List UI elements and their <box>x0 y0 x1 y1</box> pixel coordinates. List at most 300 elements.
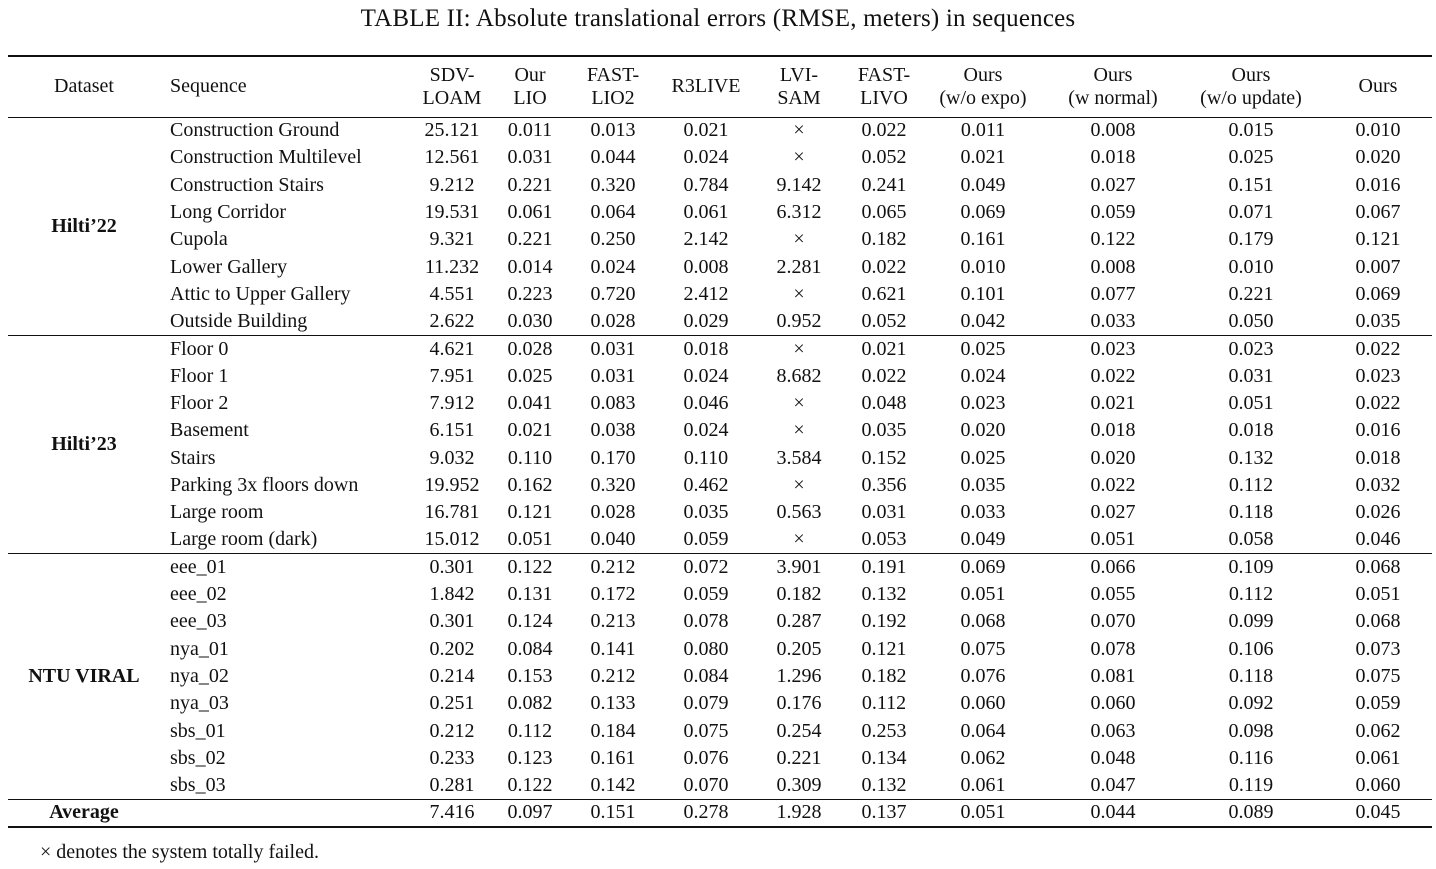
value-cell: 0.033 <box>1090 309 1136 332</box>
table-row <box>8 172 1432 199</box>
value-cell: 0.069 <box>1355 282 1401 305</box>
value-cell: 0.020 <box>1090 446 1136 469</box>
value-cell: 0.045 <box>1324 799 1432 826</box>
value-cell: 0.213 <box>590 610 636 633</box>
value-cell: 0.024 <box>683 146 729 169</box>
value-cell: 0.027 <box>1090 501 1136 524</box>
value-cell: 0.075 <box>1355 665 1401 688</box>
value-cell: 0.033 <box>960 501 1006 524</box>
value-cell: 0.182 <box>861 665 907 688</box>
value-cell: 0.008 <box>683 255 729 278</box>
value-cell: 0.027 <box>1090 173 1136 196</box>
value-cell: 0.251 <box>429 692 475 715</box>
value-cell: 2.412 <box>683 282 729 305</box>
table-row <box>8 772 1432 799</box>
value-cell: 0.214 <box>429 665 475 688</box>
value-cell: 0.097 <box>498 799 562 826</box>
value-cell: 0.133 <box>590 692 636 715</box>
column-header-text: FAST- <box>586 63 640 86</box>
dataset-cell: NTU VIRAL <box>8 554 160 800</box>
value-cell: 0.031 <box>861 501 907 524</box>
value-cell: 0.112 <box>861 692 907 715</box>
column-header-text: Sequence <box>170 75 247 98</box>
value-cell: 0.008 <box>1090 255 1136 278</box>
value-cell: 0.025 <box>507 364 553 387</box>
value-cell: 19.952 <box>424 474 480 496</box>
value-cell: 0.042 <box>960 309 1006 332</box>
value-cell: 2.142 <box>683 228 729 251</box>
value-cell: 0.320 <box>590 173 636 196</box>
sequence-cell: Construction Stairs <box>170 173 324 196</box>
column-header-text: (w/o update) <box>1200 86 1302 109</box>
value-cell: 0.075 <box>960 637 1006 660</box>
value-cell: 0.223 <box>507 282 553 305</box>
value-cell: 0.067 <box>1355 201 1401 224</box>
value-cell: 0.070 <box>1090 610 1136 633</box>
value-cell: 0.063 <box>1090 719 1136 742</box>
value-cell: 0.059 <box>683 528 729 551</box>
value-cell: 0.031 <box>590 364 636 387</box>
sequence-cell: nya_03 <box>170 692 229 715</box>
value-cell: 12.561 <box>424 146 480 169</box>
value-cell: 0.035 <box>960 474 1006 496</box>
table-row <box>8 718 1432 745</box>
value-cell: 0.022 <box>1090 364 1136 387</box>
value-cell: 0.221 <box>507 173 553 196</box>
value-cell: 0.048 <box>1090 746 1136 769</box>
value-cell: 19.531 <box>424 201 480 224</box>
value-cell: 9.032 <box>429 446 475 469</box>
value-cell: 0.212 <box>590 665 636 688</box>
value-cell: 0.060 <box>1090 692 1136 715</box>
table-row <box>8 199 1432 226</box>
value-cell: 0.021 <box>850 335 918 362</box>
sequence-cell: Long Corridor <box>170 201 287 224</box>
column-header-text: Our <box>514 63 546 86</box>
value-cell: 0.060 <box>960 692 1006 715</box>
value-cell: 7.416 <box>406 799 498 826</box>
table-row <box>8 390 1432 417</box>
column-header-text: LIO <box>513 86 547 109</box>
table-row <box>8 581 1432 608</box>
value-cell: 0.051 <box>918 799 1048 826</box>
average-row <box>8 799 1432 826</box>
value-cell: 1.928 <box>748 799 850 826</box>
table-row <box>8 663 1432 690</box>
value-cell: 0.563 <box>776 501 822 524</box>
value-cell: 0.170 <box>590 446 636 469</box>
value-cell: 0.952 <box>776 309 822 332</box>
value-cell: 0.068 <box>1324 554 1432 581</box>
value-cell: 0.121 <box>1355 228 1401 251</box>
value-cell: 0.007 <box>1355 255 1401 278</box>
table-row <box>8 745 1432 772</box>
value-cell: 0.025 <box>918 335 1048 362</box>
value-cell: 0.253 <box>861 719 907 742</box>
value-cell: 0.041 <box>507 392 553 415</box>
table-row <box>8 499 1432 526</box>
value-cell: 0.221 <box>507 228 553 251</box>
sequence-cell: sbs_01 <box>170 719 226 742</box>
value-cell: 0.077 <box>1090 282 1136 305</box>
value-cell: 0.023 <box>1178 335 1324 362</box>
value-cell: 0.281 <box>429 774 475 797</box>
value-cell: 0.072 <box>664 554 748 581</box>
value-cell: 9.212 <box>429 173 475 196</box>
value-cell: 0.132 <box>861 583 907 606</box>
value-cell: 0.179 <box>1228 228 1274 251</box>
value-cell: 0.082 <box>507 692 553 715</box>
sequence-cell: nya_01 <box>170 637 229 660</box>
value-cell: 0.152 <box>861 446 907 469</box>
column-header <box>562 56 664 117</box>
value-cell: 0.066 <box>1048 554 1178 581</box>
value-cell: 0.022 <box>1090 474 1136 496</box>
value-cell: 11.232 <box>424 255 480 278</box>
value-cell: 0.069 <box>918 554 1048 581</box>
value-cell: 3.584 <box>776 446 822 469</box>
value-cell: 0.112 <box>1228 583 1274 606</box>
value-cell: × <box>793 419 805 442</box>
column-header-text: SAM <box>777 86 821 109</box>
value-cell: 0.118 <box>1228 501 1274 524</box>
value-cell: 3.901 <box>748 554 850 581</box>
value-cell: 0.058 <box>1228 528 1274 551</box>
value-cell: 0.079 <box>683 692 729 715</box>
value-cell: 16.781 <box>424 501 480 524</box>
value-cell: 0.029 <box>683 309 729 332</box>
value-cell: 0.202 <box>429 637 475 660</box>
value-cell: 0.301 <box>406 554 498 581</box>
value-cell: 0.059 <box>683 583 729 606</box>
value-cell: × <box>748 335 850 362</box>
table-row <box>8 636 1432 663</box>
value-cell: 0.182 <box>776 583 822 606</box>
table-caption: TABLE II: Absolute translational errors (RMSE, meters) in sequences <box>360 5 1076 32</box>
sequence-cell: eee_01 <box>160 554 406 581</box>
column-header <box>664 56 748 117</box>
value-cell: 0.052 <box>861 309 907 332</box>
value-cell: 0.153 <box>507 665 553 688</box>
value-cell: 2.622 <box>429 309 475 332</box>
value-cell: 0.137 <box>850 799 918 826</box>
value-cell: 0.015 <box>1178 117 1324 144</box>
value-cell: 0.123 <box>507 746 553 769</box>
value-cell: 0.161 <box>590 746 636 769</box>
average-label: Average <box>8 799 160 826</box>
column-header-text: SDV- <box>429 63 475 86</box>
column-header-text: LIO2 <box>591 86 635 109</box>
value-cell: 0.356 <box>861 474 907 496</box>
value-cell: 0.191 <box>850 554 918 581</box>
value-cell: 0.184 <box>590 719 636 742</box>
value-cell: 0.021 <box>507 419 553 442</box>
value-cell: 0.024 <box>683 419 729 442</box>
value-cell: × <box>748 117 850 144</box>
sequence-cell: sbs_03 <box>170 774 226 797</box>
value-cell: 0.106 <box>1228 637 1274 660</box>
sequence-cell: Construction Multilevel <box>170 146 362 169</box>
value-cell: 0.089 <box>1178 799 1324 826</box>
value-cell: 9.321 <box>429 228 475 251</box>
table-row <box>8 690 1432 717</box>
sequence-cell: Lower Gallery <box>170 255 288 278</box>
value-cell: 0.022 <box>1355 392 1401 415</box>
value-cell: 0.078 <box>1090 637 1136 660</box>
table-row <box>8 308 1432 335</box>
value-cell: 0.112 <box>507 719 553 742</box>
value-cell: 0.059 <box>1355 692 1401 715</box>
value-cell: 0.062 <box>960 746 1006 769</box>
value-cell: 0.162 <box>507 474 553 496</box>
value-cell: 0.026 <box>1355 501 1401 524</box>
sequence-cell: Parking 3x floors down <box>170 474 359 496</box>
value-cell: 0.122 <box>498 554 562 581</box>
dataset-cell: Hilti’23 <box>8 335 160 553</box>
value-cell: 0.065 <box>861 201 907 224</box>
value-cell: 0.028 <box>590 309 636 332</box>
value-cell: 0.013 <box>562 117 664 144</box>
value-cell: 0.030 <box>507 309 553 332</box>
value-cell: 0.044 <box>590 146 636 169</box>
sequence-cell: Floor 1 <box>170 364 229 387</box>
value-cell: 0.010 <box>1228 255 1274 278</box>
value-cell: 0.221 <box>776 746 822 769</box>
value-cell: 0.064 <box>960 719 1006 742</box>
sequence-cell: Large room <box>170 501 264 524</box>
value-cell: 0.078 <box>683 610 729 633</box>
value-cell: 0.070 <box>683 774 729 797</box>
value-cell: 0.061 <box>507 201 553 224</box>
value-cell: × <box>793 282 805 305</box>
value-cell: 0.287 <box>776 610 822 633</box>
value-cell: 0.024 <box>683 364 729 387</box>
column-header-text: (w normal) <box>1068 86 1158 109</box>
value-cell: 0.073 <box>1355 637 1401 660</box>
value-cell: 0.172 <box>590 583 636 606</box>
value-cell: 0.021 <box>1090 392 1136 415</box>
value-cell: 0.122 <box>507 774 553 797</box>
value-cell: 0.020 <box>960 419 1006 442</box>
value-cell: 0.035 <box>861 419 907 442</box>
value-cell: 6.312 <box>776 201 822 224</box>
sequence-cell: Large room (dark) <box>170 528 318 551</box>
value-cell: 0.016 <box>1355 419 1401 442</box>
value-cell: 0.212 <box>429 719 475 742</box>
value-cell: 0.076 <box>960 665 1006 688</box>
value-cell: 0.121 <box>507 501 553 524</box>
value-cell: 0.046 <box>683 392 729 415</box>
value-cell: 0.116 <box>1228 746 1274 769</box>
value-cell: 0.076 <box>683 746 729 769</box>
value-cell: 0.018 <box>1228 419 1274 442</box>
value-cell: 0.071 <box>1228 201 1274 224</box>
value-cell: 0.068 <box>1355 610 1401 633</box>
value-cell: 0.320 <box>590 474 636 496</box>
value-cell: 0.038 <box>590 419 636 442</box>
value-cell: 0.068 <box>960 610 1006 633</box>
value-cell: 0.044 <box>1048 799 1178 826</box>
value-cell: 0.061 <box>683 201 729 224</box>
value-cell: 0.134 <box>861 746 907 769</box>
value-cell: 0.141 <box>590 637 636 660</box>
value-cell: × <box>793 392 805 415</box>
column-header-text: FAST- <box>857 63 911 86</box>
value-cell: 0.462 <box>683 474 729 496</box>
table-row <box>8 226 1432 253</box>
sequence-cell: Cupola <box>170 228 228 251</box>
value-cell: 0.221 <box>1228 282 1274 305</box>
value-cell: 0.122 <box>1090 228 1136 251</box>
value-cell: 0.110 <box>507 446 553 469</box>
column-header-text: LVI- <box>779 63 819 86</box>
value-cell: 0.061 <box>1355 746 1401 769</box>
value-cell: 0.062 <box>1355 719 1401 742</box>
value-cell: 0.101 <box>960 282 1006 305</box>
sequence-cell: Attic to Upper Gallery <box>170 282 351 305</box>
value-cell: 8.682 <box>776 364 822 387</box>
table-row <box>8 363 1432 390</box>
value-cell: 0.025 <box>960 446 1006 469</box>
table-row <box>8 335 1432 362</box>
value-cell: 0.023 <box>1048 335 1178 362</box>
value-cell: 0.051 <box>1355 583 1401 606</box>
sequence-cell: Stairs <box>170 446 216 469</box>
value-cell: × <box>793 228 805 251</box>
value-cell: 0.084 <box>507 637 553 660</box>
value-cell: 0.023 <box>1355 364 1401 387</box>
table-row <box>8 526 1432 553</box>
value-cell: 0.131 <box>507 583 553 606</box>
value-cell: 0.025 <box>1228 146 1274 169</box>
value-cell: 0.053 <box>861 528 907 551</box>
value-cell: 15.012 <box>424 528 480 551</box>
table-row <box>8 253 1432 280</box>
sequence-cell: Basement <box>170 419 249 442</box>
value-cell: 0.051 <box>960 583 1006 606</box>
column-header <box>8 56 160 117</box>
value-cell: 0.022 <box>861 364 907 387</box>
value-cell: 0.205 <box>776 637 822 660</box>
value-cell: 0.132 <box>1228 446 1274 469</box>
table-row <box>8 417 1432 444</box>
column-header <box>160 56 406 117</box>
value-cell: 0.021 <box>664 117 748 144</box>
column-header-text: Ours <box>963 63 1003 86</box>
sequence-cell <box>160 799 406 826</box>
value-cell: 0.031 <box>562 335 664 362</box>
value-cell: 0.212 <box>562 554 664 581</box>
value-cell: 0.052 <box>861 146 907 169</box>
footnote: × denotes the system totally failed. <box>40 841 319 863</box>
value-cell: 0.051 <box>507 528 553 551</box>
value-cell: 0.081 <box>1090 665 1136 688</box>
column-header-text: Dataset <box>54 75 114 98</box>
value-cell: 0.028 <box>590 501 636 524</box>
sequence-cell: Floor 0 <box>160 335 406 362</box>
value-cell: 0.016 <box>1355 173 1401 196</box>
value-cell: 0.061 <box>960 774 1006 797</box>
value-cell: 0.132 <box>861 774 907 797</box>
value-cell: 0.035 <box>683 501 729 524</box>
value-cell: 0.720 <box>590 282 636 305</box>
value-cell: 0.035 <box>1355 309 1401 332</box>
value-cell: 0.031 <box>1228 364 1274 387</box>
value-cell: 2.281 <box>776 255 822 278</box>
table-body <box>8 117 1432 827</box>
table-row <box>8 144 1432 171</box>
value-cell: 0.301 <box>429 610 475 633</box>
value-cell: 0.047 <box>1090 774 1136 797</box>
value-cell: 0.069 <box>960 201 1006 224</box>
value-cell: 0.151 <box>1228 173 1274 196</box>
sequence-cell: nya_02 <box>170 665 229 688</box>
value-cell: 0.059 <box>1090 201 1136 224</box>
value-cell: 0.051 <box>1090 528 1136 551</box>
value-cell: 0.022 <box>861 255 907 278</box>
value-cell: 0.010 <box>1324 117 1432 144</box>
value-cell: 0.051 <box>1228 392 1274 415</box>
value-cell: 0.022 <box>1324 335 1432 362</box>
column-header <box>850 56 918 117</box>
sequence-cell: Construction Ground <box>160 117 406 144</box>
sequence-cell: eee_03 <box>170 610 227 633</box>
value-cell: 0.024 <box>960 364 1006 387</box>
value-cell: 0.048 <box>861 392 907 415</box>
value-cell: 0.022 <box>850 117 918 144</box>
value-cell: × <box>793 146 805 169</box>
value-cell: 0.010 <box>960 255 1006 278</box>
column-header <box>1048 56 1178 117</box>
value-cell: 0.110 <box>683 446 729 469</box>
column-header <box>498 56 562 117</box>
column-header-text: (w/o expo) <box>939 86 1027 109</box>
value-cell: 0.182 <box>861 228 907 251</box>
value-cell: 0.233 <box>429 746 475 769</box>
value-cell: 0.784 <box>683 173 729 196</box>
column-header-text: LOAM <box>422 86 482 109</box>
table-row <box>8 608 1432 635</box>
value-cell: 0.050 <box>1228 309 1274 332</box>
value-cell: 0.241 <box>861 173 907 196</box>
value-cell: 0.121 <box>861 637 907 660</box>
value-cell: 0.151 <box>562 799 664 826</box>
value-cell: 0.046 <box>1355 528 1401 551</box>
column-header-text: R3LIVE <box>671 75 741 98</box>
value-cell: 0.031 <box>507 146 553 169</box>
sequence-cell: eee_02 <box>170 583 227 606</box>
results-table <box>8 55 1432 828</box>
value-cell: 6.151 <box>429 419 475 442</box>
dataset-cell: Hilti’22 <box>8 117 160 335</box>
value-cell: 0.109 <box>1178 554 1324 581</box>
value-cell: 0.040 <box>590 528 636 551</box>
table-row <box>8 554 1432 581</box>
value-cell: 0.028 <box>498 335 562 362</box>
value-cell: 0.118 <box>1228 665 1274 688</box>
table-header-row <box>8 56 1432 117</box>
value-cell: 0.092 <box>1228 692 1274 715</box>
value-cell: 0.011 <box>498 117 562 144</box>
value-cell: 0.011 <box>918 117 1048 144</box>
value-cell: 0.161 <box>960 228 1006 251</box>
value-cell: 0.254 <box>776 719 822 742</box>
value-cell: 0.176 <box>776 692 822 715</box>
value-cell: 0.023 <box>960 392 1006 415</box>
value-cell: 0.008 <box>1048 117 1178 144</box>
value-cell: 0.018 <box>1090 146 1136 169</box>
table-row <box>8 445 1432 472</box>
